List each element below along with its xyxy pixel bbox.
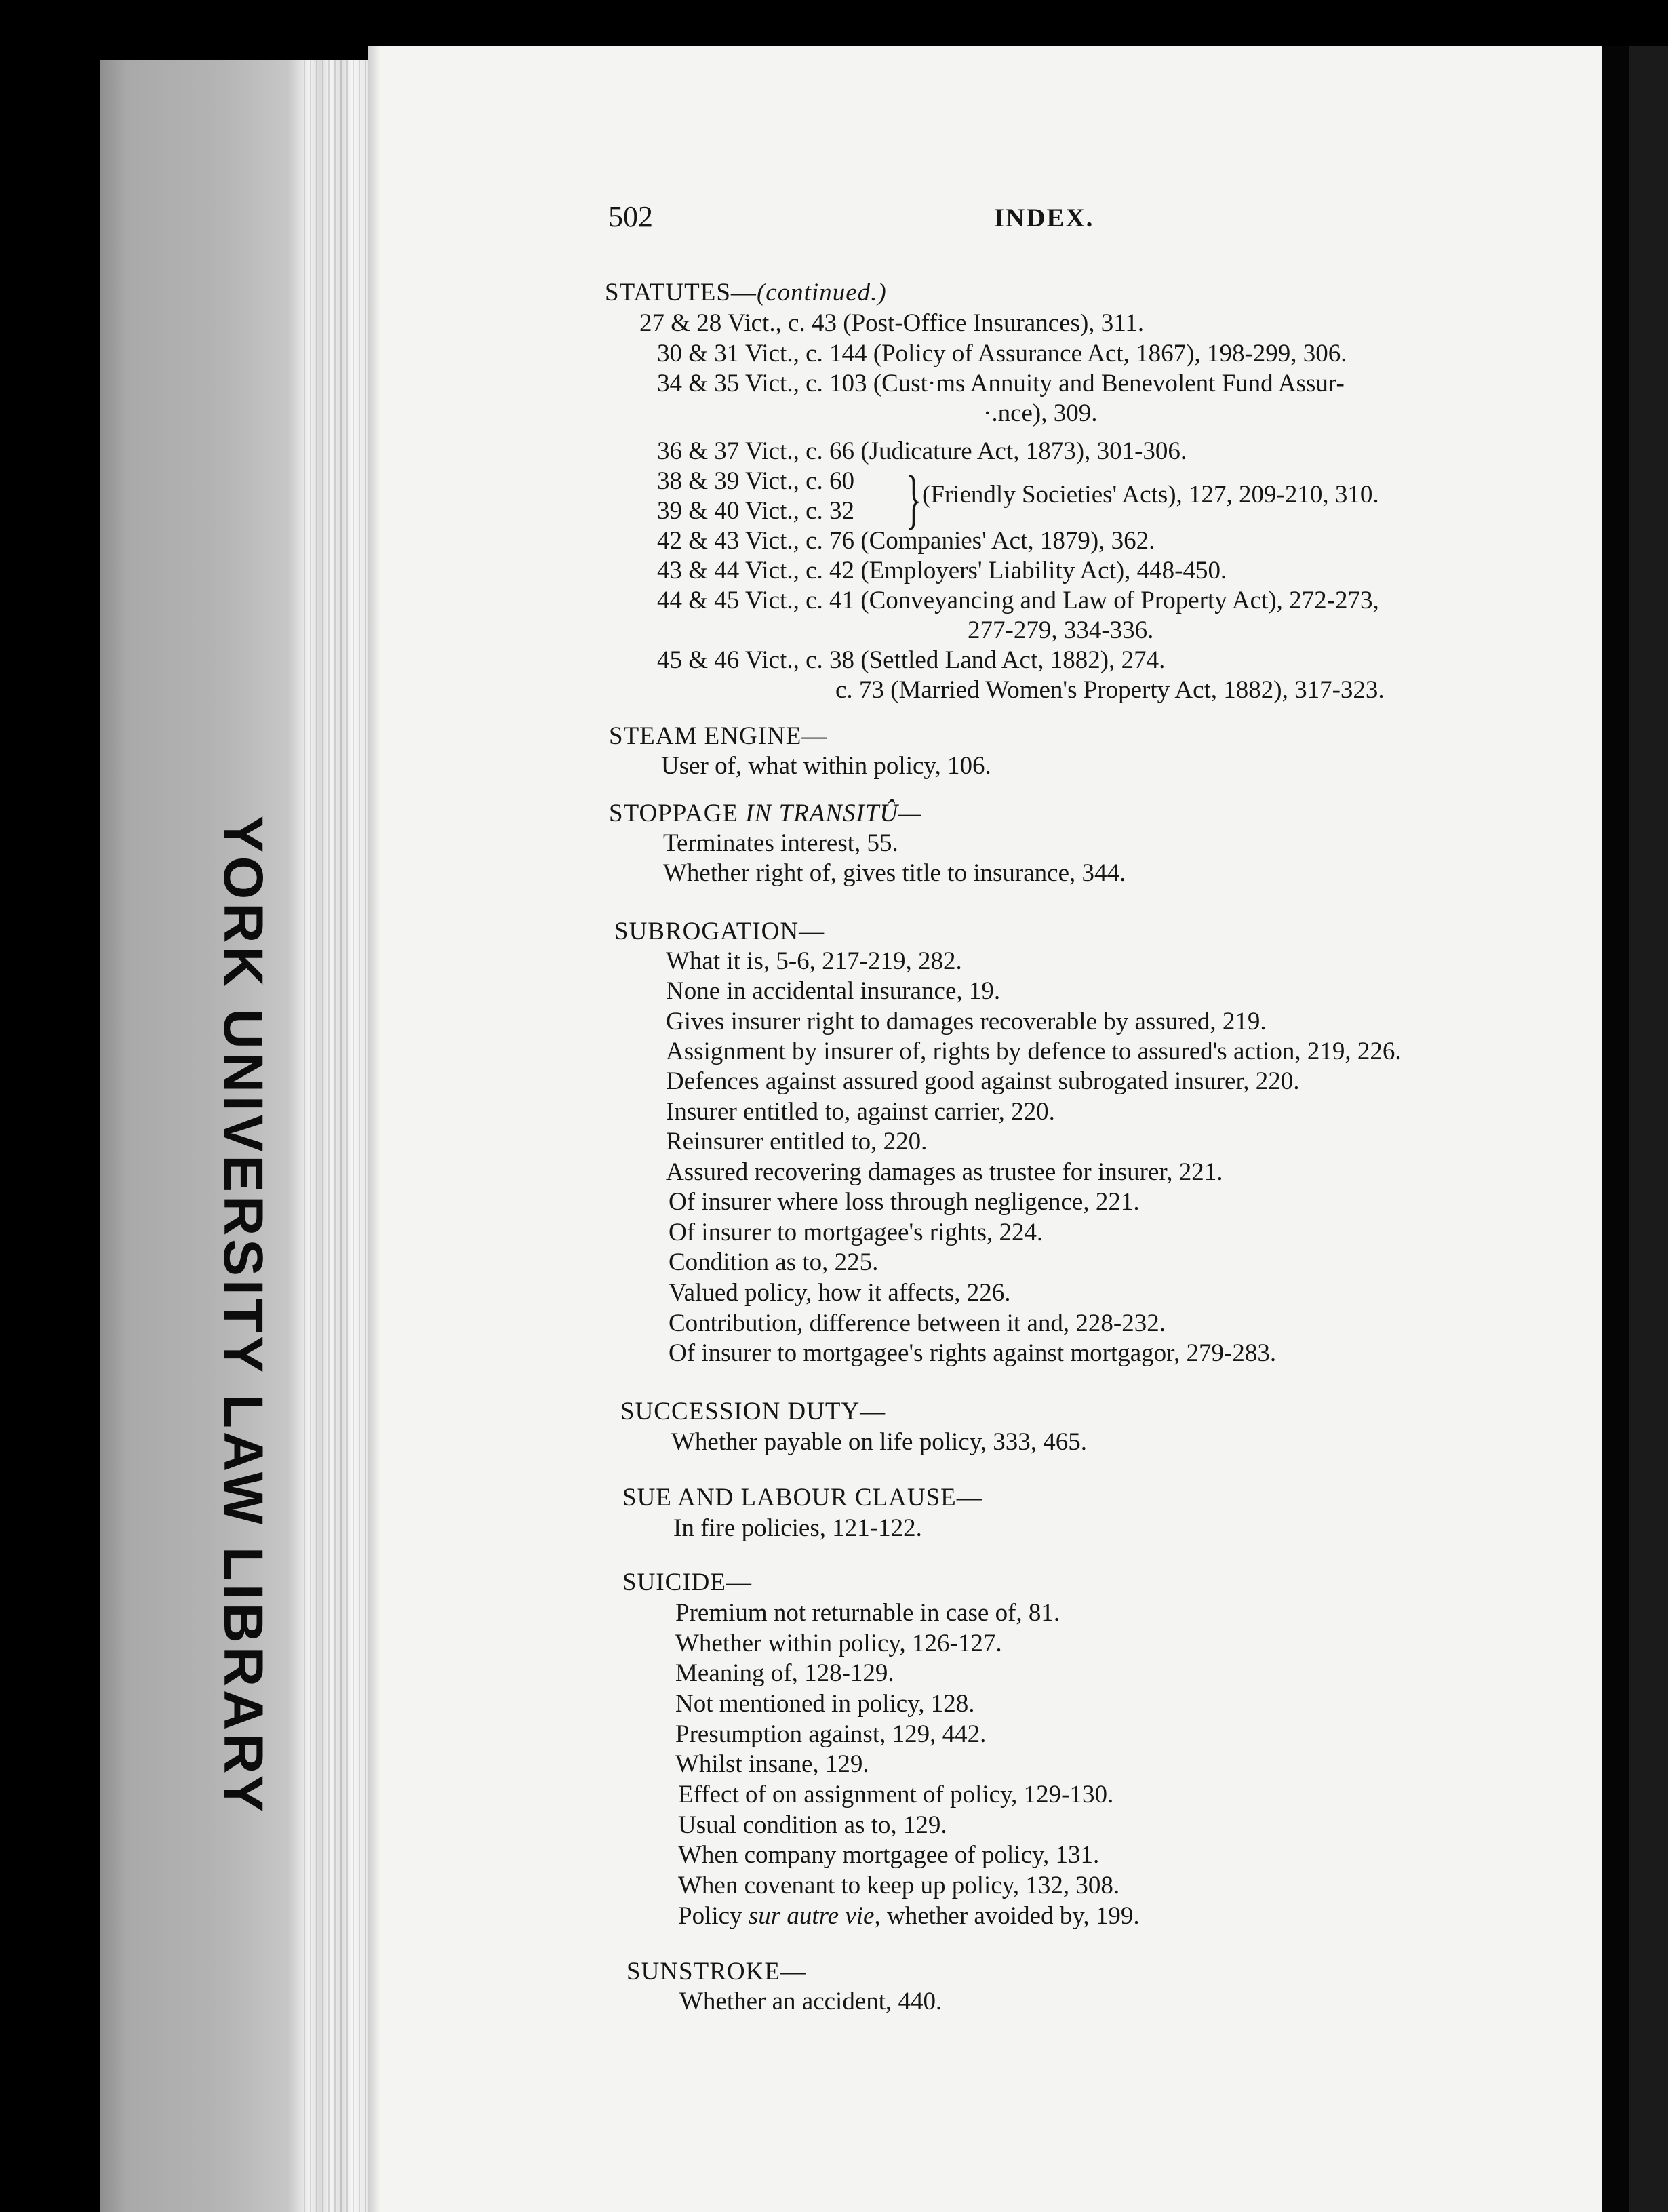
index-line: c. 73 (Married Women's Property Act, 1882), 317-323.	[835, 676, 1385, 704]
heading-text: STOPPAGE	[609, 799, 746, 827]
index-line: What it is, 5-6, 217-219, 282.	[666, 947, 962, 975]
index-line: Of insurer to mortgagee's rights against mortgagor, 279-283.	[669, 1339, 1277, 1367]
page-edge-right	[1602, 46, 1629, 2212]
index-line: Whether an accident, 440.	[679, 1988, 942, 2015]
index-line: Gives insurer right to damages recoverable by assured, 219.	[666, 1008, 1267, 1035]
index-line: 36 & 37 Vict., c. 66 (Judicature Act, 1873), 301-306.	[657, 437, 1187, 465]
index-line: 27 & 28 Vict., c. 43 (Post-Office Insurances), 311.	[639, 309, 1145, 337]
index-line: None in accidental insurance, 19.	[666, 977, 1001, 1005]
index-line: Reinsurer entitled to, 220.	[666, 1128, 928, 1156]
index-line: Defences against assured good against subrogated insurer, 220.	[666, 1067, 1300, 1095]
index-line: Premium not returnable in case of, 81.	[675, 1599, 1060, 1627]
index-heading: SUBROGATION—	[614, 917, 825, 945]
running-head: INDEX.	[994, 203, 1094, 233]
brace: }	[906, 462, 922, 535]
heading-italic: IN TRANSITÛ—	[745, 799, 922, 827]
index-heading	[609, 799, 921, 829]
index-heading: SUE AND LABOUR CLAUSE—	[622, 1484, 982, 1512]
index-line: Presumption against, 129, 442.	[675, 1720, 987, 1748]
index-line: 38 & 39 Vict., c. 60	[657, 467, 855, 495]
index-line: Insurer entitled to, against carrier, 220.	[666, 1098, 1055, 1126]
index-line: 39 & 40 Vict., c. 32	[657, 497, 855, 525]
index-line: Contribution, difference between it and, 228-232.	[669, 1309, 1166, 1337]
library-stamp: YORK UNIVERSITY LAW LIBRARY	[212, 815, 274, 1816]
index-heading: SUICIDE—	[622, 1568, 752, 1596]
index-line: Whether payable on life policy, 333, 465.	[671, 1428, 1088, 1456]
index-line	[678, 1901, 1140, 1931]
page-gutter	[368, 46, 380, 2212]
index-line: 43 & 44 Vict., c. 42 (Employers' Liability Act), 448-450.	[657, 557, 1227, 585]
index-line: (Friendly Societies' Acts), 127, 209-210, 310.	[922, 481, 1379, 509]
index-line: 42 & 43 Vict., c. 76 (Companies' Act, 1879), 362.	[657, 527, 1155, 555]
index-line: In fire policies, 121-122.	[673, 1514, 922, 1542]
index-line: 45 & 46 Vict., c. 38 (Settled Land Act, 1882), 274.	[657, 646, 1166, 674]
index-line: 277-279, 334-336.	[968, 616, 1154, 644]
index-line: Whether right of, gives title to insurance, 344.	[663, 859, 1126, 887]
index-line: Condition as to, 225.	[669, 1248, 879, 1276]
index-heading: STEAM ENGINE—	[609, 722, 828, 750]
line-text: Policy	[678, 1902, 749, 1930]
index-heading: SUNSTROKE—	[627, 1958, 806, 1986]
index-line: When covenant to keep up policy, 132, 308.	[678, 1872, 1120, 1899]
index-line: 44 & 45 Vict., c. 41 (Conveyancing and Law of Property Act), 272-273,	[657, 587, 1379, 614]
index-line: Usual condition as to, 129.	[678, 1811, 947, 1839]
index-heading	[605, 278, 887, 308]
index-line: Valued policy, how it affects, 226.	[669, 1279, 1011, 1307]
heading-continued: (continued.)	[756, 279, 887, 307]
index-line: When company mortgagee of policy, 131.	[678, 1841, 1100, 1869]
index-line: Terminates interest, 55.	[663, 829, 898, 857]
index-line: Effect of on assignment of policy, 129-130.	[678, 1781, 1114, 1809]
index-line: Meaning of, 128-129.	[675, 1659, 894, 1687]
line-text-rest: , whether avoided by, 199.	[874, 1902, 1140, 1930]
index-line: ·.nce), 309.	[983, 399, 1098, 427]
index-line: Of insurer where loss through negligence, 221.	[669, 1188, 1140, 1216]
page-number: 502	[608, 200, 653, 233]
index-line: 30 & 31 Vict., c. 144 (Policy of Assurance Act, 1867), 198-299, 306.	[657, 340, 1347, 368]
index-line: User of, what within policy, 106.	[661, 752, 991, 780]
index-line: Whether within policy, 126-127.	[675, 1630, 1002, 1657]
index-line: Of insurer to mortgagee's rights, 224.	[669, 1219, 1044, 1246]
line-italic: sur autre vie	[748, 1902, 875, 1930]
index-line: Not mentioned in policy, 128.	[675, 1690, 975, 1718]
index-line: 34 & 35 Vict., c. 103 (Cust·ms Annuity and Benevolent Fund Assur-	[657, 370, 1345, 397]
heading-text: STATUTES—	[605, 279, 757, 307]
index-line: Assured recovering damages as trustee for insurer, 221.	[666, 1158, 1223, 1186]
background-right	[1629, 46, 1668, 2212]
page-edges	[304, 60, 368, 2212]
index-line: Assignment by insurer of, rights by defence to assured's action, 219, 226.	[666, 1038, 1402, 1065]
index-heading: SUCCESSION DUTY—	[620, 1398, 886, 1425]
index-line: Whilst insane, 129.	[675, 1750, 869, 1778]
